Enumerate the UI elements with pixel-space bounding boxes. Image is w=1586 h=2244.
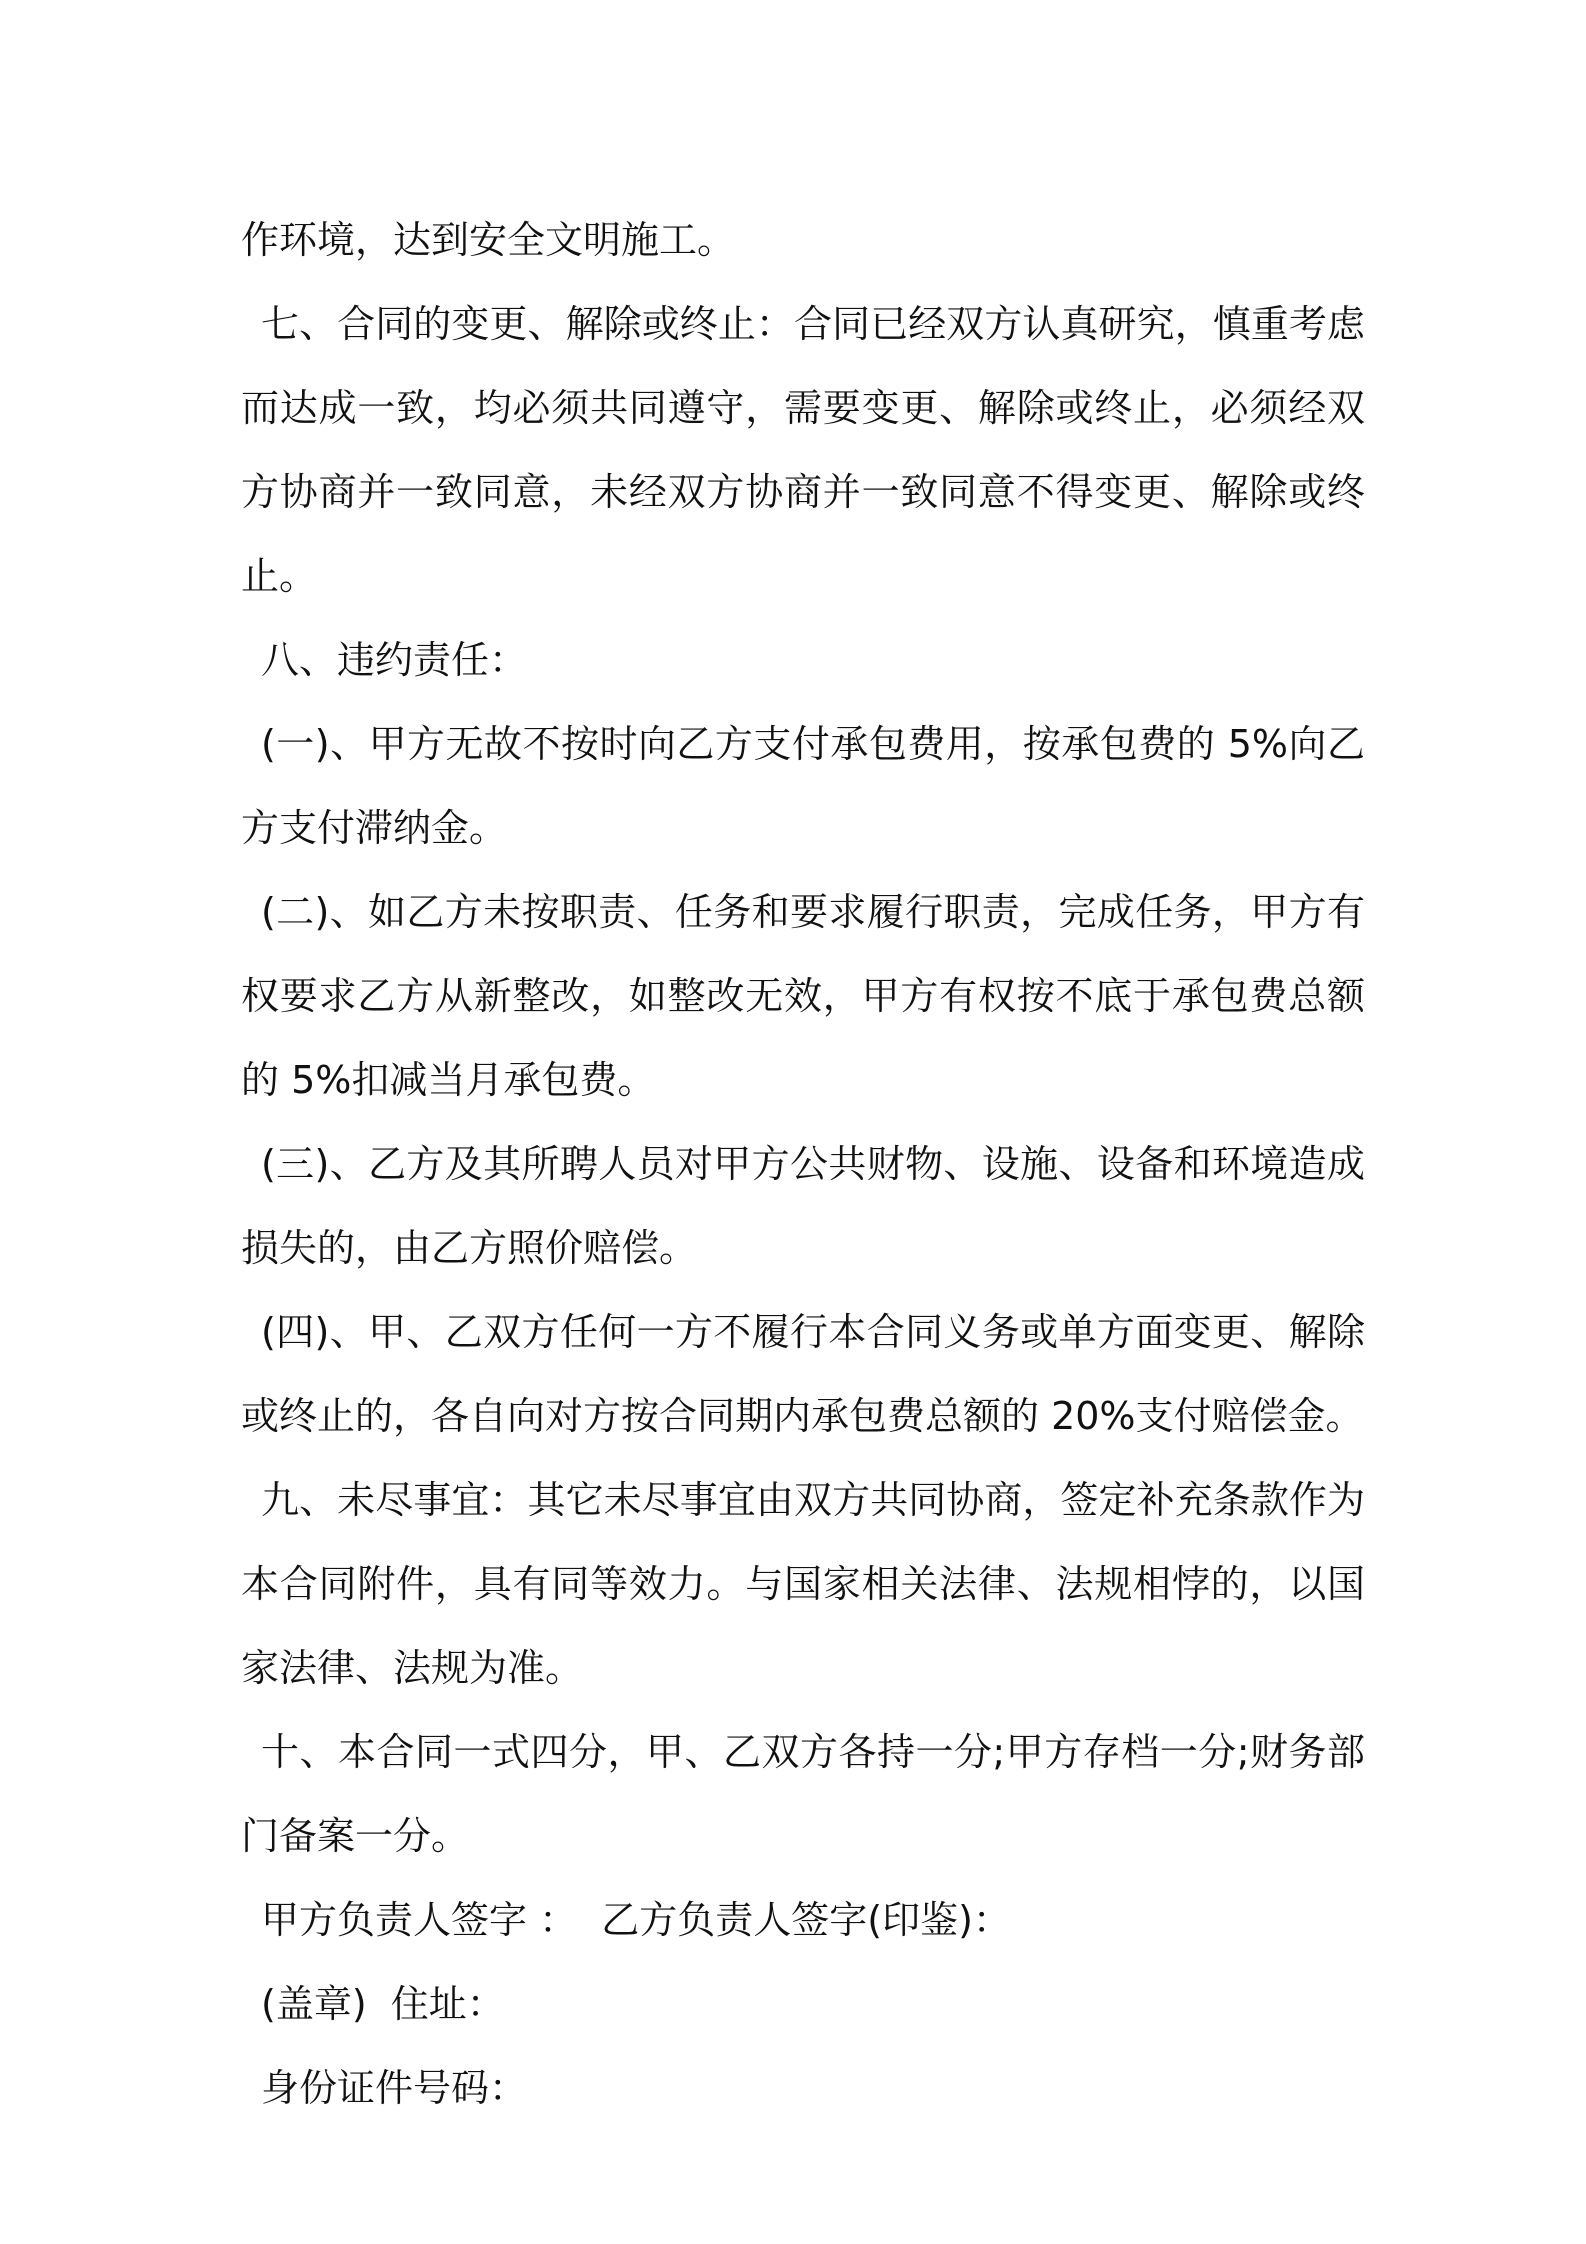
document-body — [241, 198, 1365, 2130]
paragraph-contract-change: 七、合同的变更、解除或终止：合同已经双方认真研究，慎重考虑而达成一致，均必须共同遵守，需要变更、解除或终止，必须经双方协商并一致同意，未经双方协商并一致同意不得变更、解除或终止。 — [241, 302, 1365, 598]
signature-line-seal-address: (盖章) 住址： — [261, 1982, 505, 2026]
paragraph-breach-clause-2: (二)、如乙方未按职责、任务和要求履行职责，完成任务，甲方有权要求乙方从新整改，如整改无效，甲方有权按不底于承包费总额的 5%扣减当月承包费。 — [241, 890, 1365, 1102]
signature-line-id-number: 身份证件号码： — [261, 2066, 528, 2110]
paragraph-breach-heading: 八、违约责任： — [261, 638, 528, 682]
signature-line-parties: 甲方负责人签字 ： 乙方负责人签字(印鉴)： — [261, 1898, 1011, 1942]
paragraph-breach-clause-1: (一)、甲方无故不按时向乙方支付承包费用，按承包费的 5%向乙方支付滞纳金。 — [241, 722, 1365, 850]
paragraph-breach-clause-4: (四)、甲、乙双方任何一方不履行本合同义务或单方面变更、解除或终止的，各自向对方按合同期内承包费总额的 20%支付赔偿金。 — [241, 1310, 1365, 1438]
paragraph-other-matters: 九、未尽事宜：其它未尽事宜由双方共同协商，签定补充条款作为本合同附件，具有同等效力。与国家相关法律、法规相悖的，以国家法律、法规为准。 — [241, 1478, 1365, 1690]
paragraph-work-environment: 作环境，达到安全文明施工。 — [241, 218, 736, 262]
paragraph-copies: 十、本合同一式四分，甲、乙双方各持一分;甲方存档一分;财务部门备案一分。 — [241, 1730, 1365, 1858]
paragraph-breach-clause-3: (三)、乙方及其所聘人员对甲方公共财物、设施、设备和环境造成损失的，由乙方照价赔偿。 — [241, 1142, 1365, 1270]
